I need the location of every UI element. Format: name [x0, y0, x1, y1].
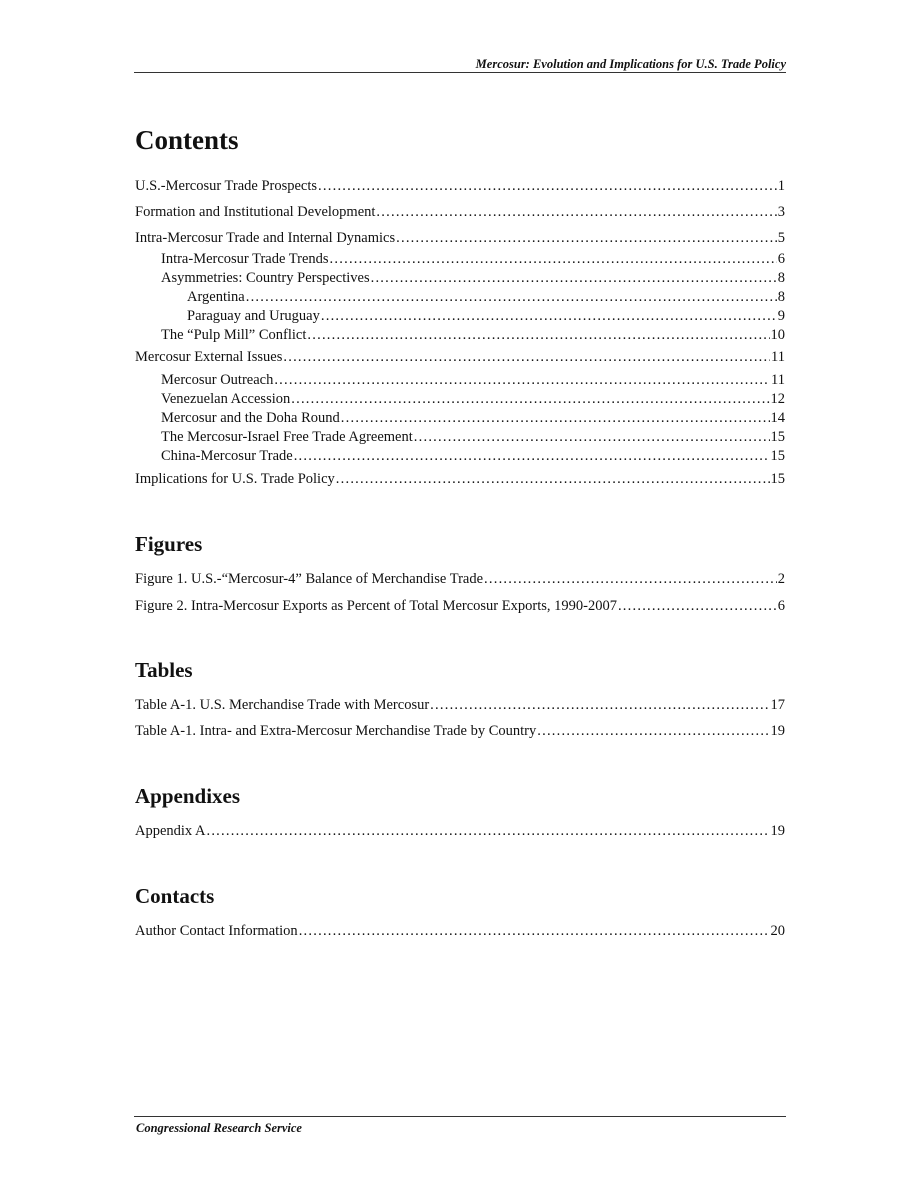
toc-entry[interactable]: Table A-1. Intra- and Extra-Mercosur Merchandise Trade by Country . . . 19	[135, 722, 785, 740]
toc-entry[interactable]: U.S.-Mercosur Trade Prospects . . . 1	[135, 177, 785, 195]
toc-entry[interactable]: The “Pulp Mill” Conflict . . . 10	[161, 326, 785, 344]
toc-entry[interactable]: Venezuelan Accession . . . 12	[161, 390, 785, 408]
toc-entry[interactable]: Formation and Institutional Development . . . 3	[135, 203, 785, 221]
footer-text: Congressional Research Service	[136, 1121, 302, 1135]
toc-entry[interactable]: Intra-Mercosur Trade and Internal Dynamics . . . 5	[135, 229, 785, 247]
toc-entry[interactable]: Mercosur Outreach . . . 11	[161, 371, 785, 389]
toc-entry[interactable]: Author Contact Information . . . 20	[135, 922, 785, 940]
running-header	[134, 56, 786, 73]
toc-entry[interactable]: The Mercosur-Israel Free Trade Agreement . . . 15	[161, 428, 785, 446]
page-footer	[134, 1116, 786, 1135]
appendixes-heading: Appendixes	[135, 784, 241, 808]
toc-entry[interactable]: Figure 1. U.S.-“Mercosur-4” Balance of Merchandise Trade . . . 2	[135, 570, 785, 588]
toc-entry[interactable]: Implications for U.S. Trade Policy . . . 15	[135, 470, 785, 488]
toc-entry[interactable]: Paraguay and Uruguay . . . 9	[187, 307, 785, 325]
contacts-heading: Contacts	[135, 884, 215, 908]
figures-heading: Figures	[135, 532, 203, 556]
toc-entry[interactable]: Intra-Mercosur Trade Trends . . . 6	[161, 250, 785, 268]
toc-entry[interactable]: Mercosur External Issues . . . 11	[135, 348, 785, 366]
toc-entry[interactable]: Appendix A . . . 19	[135, 822, 785, 840]
tables-heading: Tables	[135, 658, 193, 682]
toc-entry[interactable]: Asymmetries: Country Perspectives . . . 8	[161, 269, 785, 287]
toc-entry[interactable]: Mercosur and the Doha Round . . . 14	[161, 409, 785, 427]
toc-entry[interactable]: Table A-1. U.S. Merchandise Trade with Mercosur . . . 17	[135, 696, 785, 714]
toc-entry[interactable]: Figure 2. Intra-Mercosur Exports as Percent of Total Mercosur Exports, 1990-2007 . . . 6	[135, 597, 785, 615]
toc-entry[interactable]: China-Mercosur Trade . . . 15	[161, 447, 785, 465]
header-title: Mercosur: Evolution and Implications for U.S. Trade Policy	[475, 57, 786, 71]
contents-heading: Contents	[135, 125, 239, 155]
toc-entry[interactable]: Argentina . . . 8	[187, 288, 785, 306]
